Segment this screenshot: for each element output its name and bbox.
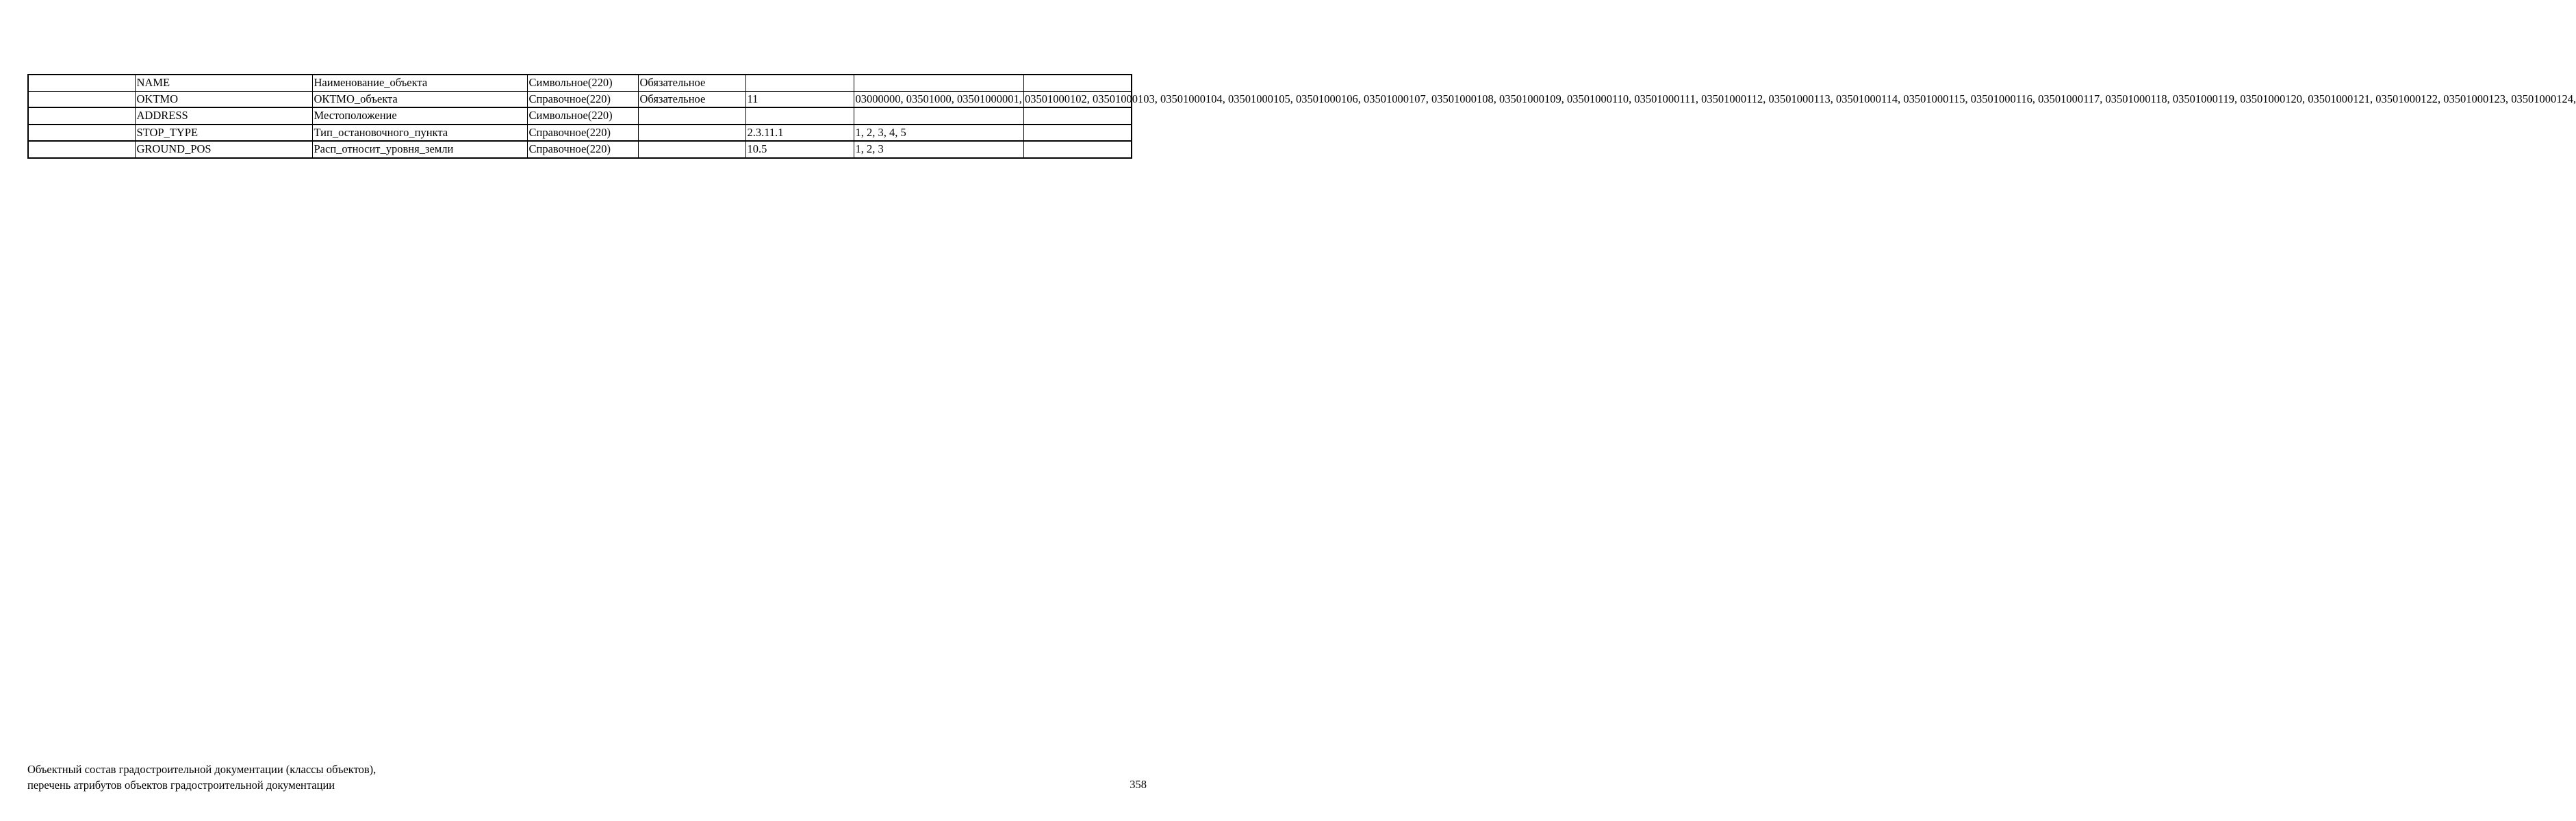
table-row	[28, 91, 1132, 107]
attribute-name-cell: Расп_относит_уровня_земли	[312, 141, 527, 158]
group-cell	[28, 107, 135, 125]
attribute-code-cell: STOP_TYPE	[135, 125, 312, 142]
required-cell: Обязательное	[638, 91, 745, 107]
data-type-cell: Символьное(220)	[527, 75, 638, 91]
attribute-name-cell: Тип_остановочного_пункта	[312, 125, 527, 142]
table-row	[28, 75, 1132, 91]
attribute-code-cell: NAME	[135, 75, 312, 91]
values-cell: 03000000, 03501000, 03501000001, 03501000102, 03501000103, 03501000104, 03501000105, 03501000106, 03501000107, 03501000108, 03501000109, 03501000110, 03501000111, 03501000112, 03501000113, 03501000114, 03501000115, 03501000116, 03501000117, 03501000118, 03501000119, 03501000120, 03501000121, 03501000122, 03501000123, 03501000124,	[854, 91, 1023, 107]
data-type-cell: Символьное(220)	[527, 107, 638, 125]
table-row	[28, 141, 1132, 158]
attribute-name-cell: ОКТМО_объекта	[312, 91, 527, 107]
note-cell	[1023, 141, 1132, 158]
required-cell	[638, 141, 745, 158]
values-cell: 1, 2, 3	[854, 141, 1023, 158]
footer-line-2: перечень атрибутов объектов градостроительной документации	[27, 778, 335, 792]
reference-cell	[745, 107, 854, 125]
group-cell	[28, 125, 135, 142]
attribute-name-cell: Местоположение	[312, 107, 527, 125]
required-cell	[638, 107, 745, 125]
note-cell	[1023, 125, 1132, 142]
attribute-name-cell: Наименование_объекта	[312, 75, 527, 91]
group-cell	[28, 91, 135, 107]
reference-cell: 11	[745, 91, 854, 107]
attribute-code-cell: GROUND_POS	[135, 141, 312, 158]
document-footer	[27, 762, 376, 793]
table-row	[28, 107, 1132, 125]
values-cell: 1, 2, 3, 4, 5	[854, 125, 1023, 142]
reference-cell	[745, 75, 854, 91]
note-cell	[1023, 107, 1132, 125]
attributes-table	[27, 74, 2576, 159]
data-type-cell: Справочное(220)	[527, 141, 638, 158]
note-cell	[1023, 75, 1132, 91]
attribute-code-cell: ADDRESS	[135, 107, 312, 125]
reference-cell: 10.5	[745, 141, 854, 158]
values-cell	[854, 75, 1023, 91]
page-number: 358	[1130, 778, 1147, 791]
reference-cell: 2.3.11.1	[745, 125, 854, 142]
required-cell	[638, 125, 745, 142]
footer-line-1: Объектный состав градостроительной документации (классы объектов),	[27, 763, 377, 776]
required-cell: Обязательное	[638, 75, 745, 91]
group-cell	[28, 75, 135, 91]
data-type-cell: Справочное(220)	[527, 125, 638, 142]
values-cell	[854, 107, 1023, 125]
table-row	[28, 125, 1132, 142]
attribute-code-cell: OKTMO	[135, 91, 312, 107]
group-cell	[28, 141, 135, 158]
data-type-cell: Справочное(220)	[527, 91, 638, 107]
